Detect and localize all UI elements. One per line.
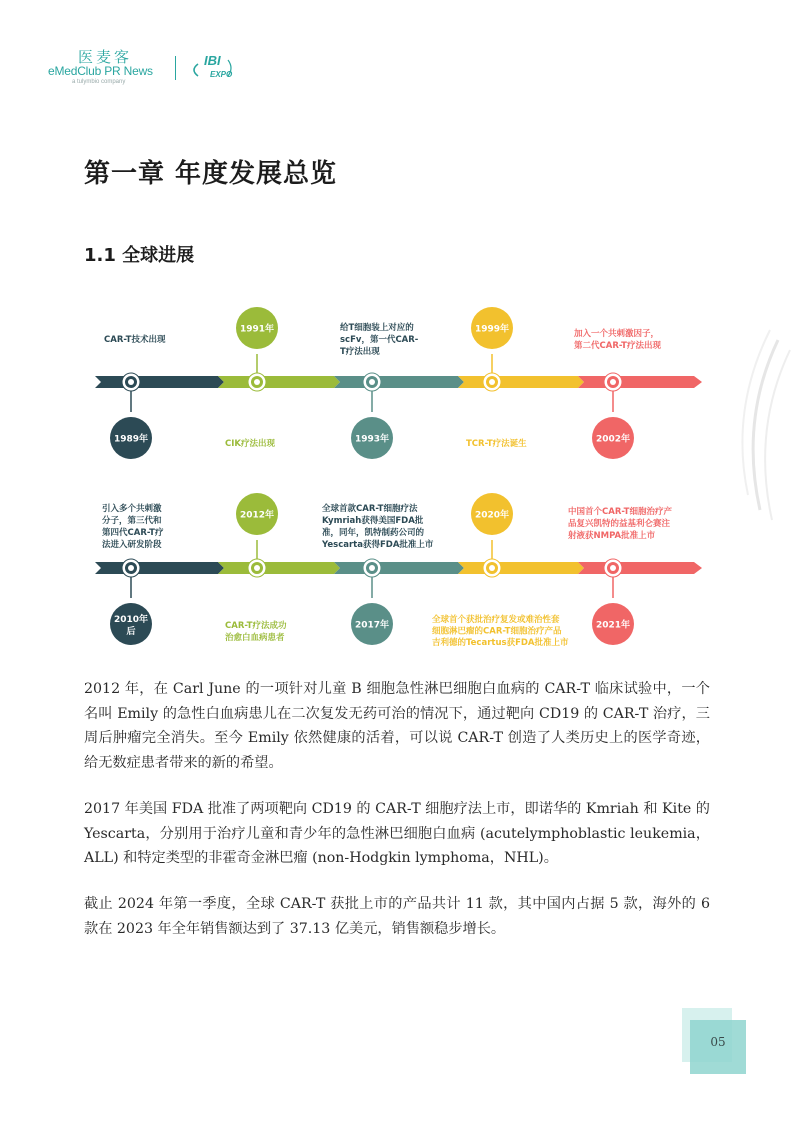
row2-event-text: 法进入研发阶段 [102, 540, 162, 550]
row2-node-center [610, 565, 616, 571]
row2-bar-segment [334, 562, 464, 574]
row1-bar-segment [334, 376, 464, 388]
paragraph-3: 截止 2024 年第一季度，全球 CAR-T 获批上市的产品共计 11 款，其中国内占据 5 款，海外的 6 款在 2023 年全年销售额达到了 37.13 亿美元，销售额稳步增长。 [84, 896, 710, 937]
paragraph-1: 2012 年，在 Carl June 的一项针对儿童 B 细胞急性淋巴细胞白血病的 CAR-T 临床试验中，一个名叫 Emily 的急性白血病患儿在二次复发无药可治的情况下，通过靶向 CD19 的 CAR-T 治疗，三周后肿瘤完全消失。至今 Emily 依然健康的活着，可以说 CAR-T 创造了人类历史上的医学奇迹，给无数症患者带来的新的希望。 [84, 681, 710, 771]
row2-bar-segment [458, 562, 584, 574]
row1-year-label: 1989年 [113, 434, 149, 445]
row1-event-text: 加入一个共刺激因子， [574, 329, 660, 339]
row2-event-text: 引入多个共刺激 [102, 504, 162, 514]
row2-event-text: 细胞淋巴瘤的CAR-T细胞治疗产品 [432, 626, 562, 637]
row1-year-label: 1999年 [474, 324, 510, 335]
row1-bar-segment [218, 376, 340, 388]
row1-bar-segment [578, 376, 702, 388]
row1-node-center [610, 379, 616, 385]
row2-node-center [369, 565, 375, 571]
page-number-block [682, 1008, 746, 1074]
expo-logo [184, 50, 240, 82]
row1-node-center [254, 379, 260, 385]
row2-bar-segment [218, 562, 340, 574]
row2-year-label: 后 [126, 627, 136, 637]
row2-year-label: 2017年 [354, 620, 390, 631]
row1-node-center [489, 379, 495, 385]
row1-event-text: CIK疗法出现 [225, 439, 275, 449]
page-number: 05 [710, 1035, 726, 1049]
expo-logo-line2: EXPO [210, 70, 233, 79]
row2-event-text: 全球首个获批治疗复发或难治性套 [432, 615, 560, 625]
row2-event-text: CAR-T疗法成功 [225, 621, 287, 631]
row1-year-label: 1991年 [239, 324, 275, 335]
row1-bar-segment [95, 376, 224, 388]
row2-event-text: 分子，第三代和 [102, 516, 162, 526]
row2-year-label: 2012年 [239, 510, 275, 521]
row2-event-text: 全球首款CAR-T细胞疗法 [322, 504, 418, 514]
row1-event-text: 第二代CAR-T疗法出现 [574, 341, 661, 351]
logo-subtitle: a tulymbio company [72, 79, 126, 85]
row1-year-label: 1993年 [354, 434, 390, 445]
row1-node-center [369, 379, 375, 385]
logo-separator [175, 56, 176, 80]
row2-year-label: 2020年 [474, 510, 510, 521]
logo-english: eMedClub PR News [48, 64, 153, 78]
expo-logo-line1: IBI [204, 53, 221, 68]
row2-node-center [128, 565, 134, 571]
row1-event-text: 给T细胞装上对应的 [340, 323, 414, 333]
row2-year-label: 2021年 [595, 620, 631, 631]
logo-chinese: 医麦客 [78, 48, 133, 66]
row2-event-text: 准，同年，凯特制药公司的 [322, 528, 425, 538]
row2-event-text: 射液获NMPA批准上市 [568, 531, 656, 541]
row2-year-label: 2010年 [113, 615, 149, 625]
row2-event-text: 品复兴凯特的益基利仑赛注 [568, 519, 671, 529]
row2-event-text: 治愈白血病患者 [225, 633, 285, 643]
timeline-figure [0, 290, 793, 660]
row2-event-text: 第四代CAR-T疗 [102, 528, 164, 538]
row2-event-text: Yescarta获得FDA批准上市 [322, 540, 434, 550]
row1-event-text: T疗法出现 [340, 347, 380, 357]
row2-node-center [489, 565, 495, 571]
row2-bar-segment [578, 562, 702, 574]
decorative-swoosh [765, 350, 790, 520]
row1-bar-segment [458, 376, 584, 388]
header-logo [48, 46, 248, 90]
row2-event-text: 中国首个CAR-T细胞治疗产 [568, 507, 672, 517]
row2-event-text: Kymriah获得美国FDA批 [322, 516, 424, 526]
section-title: 1.1 全球进展 [84, 245, 195, 266]
row1-event-text: scFv，第一代CAR- [340, 335, 419, 345]
row1-event-text: TCR-T疗法诞生 [466, 439, 527, 449]
row1-node-center [128, 379, 134, 385]
row1-year-label: 2002年 [595, 434, 631, 445]
row2-node-center [254, 565, 260, 571]
chapter-title: 第一章 年度发展总览 [84, 159, 338, 189]
paragraph-2: 2017 年美国 FDA 批准了两项靶向 CD19 的 CAR-T 细胞疗法上市，即诺华的 Kmriah 和 Kite 的 Yescarta，分别用于治疗儿童和青少年的急性淋巴细胞白血病 (acutelymphoblastic leukemia，ALL) 和特定类型的非霍奇金淋巴瘤 (non-Hodgkin lymphoma，NHL)。 [84, 801, 710, 866]
row2-bar-segment [95, 562, 224, 574]
row2-event-text: 吉利德的Tecartus获FDA批准上市 [432, 638, 569, 648]
row1-event-text: CAR-T技术出现 [104, 335, 166, 345]
